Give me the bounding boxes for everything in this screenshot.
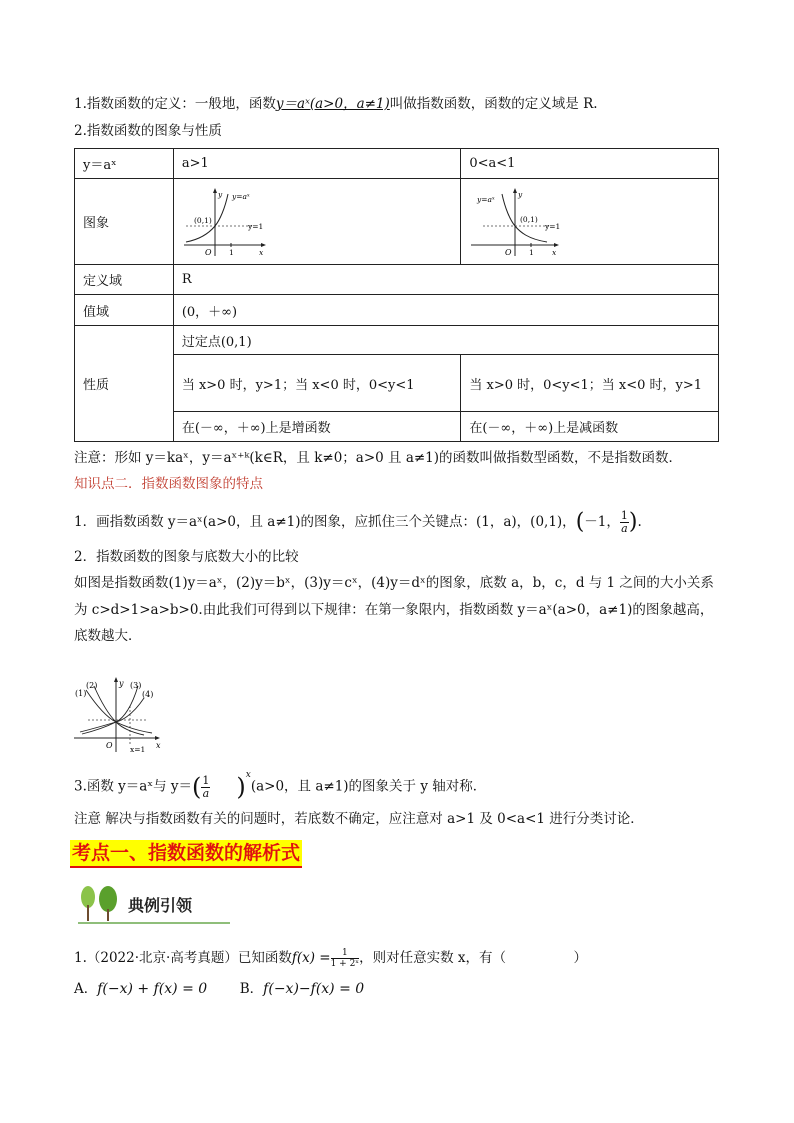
definition-line	[74, 95, 598, 113]
prop-a-gt-1-monotonic: 在(－∞，＋∞)上是增函数	[173, 412, 461, 442]
x-axis-label: x	[156, 741, 161, 750]
four-exponential-curves-graph	[72, 676, 168, 754]
x-axis-label: x	[258, 247, 264, 257]
prop-a-lt-1-monotonic: 在(－∞，＋∞)上是减函数	[461, 412, 719, 442]
option-b-text: f(−x)−f(x) = 0	[263, 981, 365, 997]
prop-fixed-point: 过定点(0,1)	[173, 326, 718, 355]
prop-a-lt-1-values: 当 x>0 时，0<y<1；当 x<0 时，y>1	[461, 355, 719, 412]
base-comparison-body-1: 如图是指数函数(1)y＝aˣ，(2)y＝bˣ，(3)y＝cˣ，(4)y＝dˣ的图象，底数 a，b，c，d 与 1 之间的大小关系	[74, 575, 714, 591]
x-axis-label: x	[552, 247, 557, 257]
graph-properties-heading: 2.指数函数的图象与性质	[74, 123, 222, 139]
fraction-denominator: a	[202, 786, 210, 800]
curve-label: y=aˣ	[231, 191, 250, 201]
symmetry-line	[74, 770, 487, 801]
y-axis-label: y	[119, 679, 124, 688]
right-paren: )	[236, 773, 246, 801]
symmetry-text-b: (a>0，且 a≠1)的图象关于 y 轴对称．	[250, 778, 487, 795]
fraction-numerator: 1	[331, 948, 360, 959]
table-head-a-lt-1: 0<a<1	[461, 149, 719, 179]
origin-label: O	[505, 247, 512, 257]
row-label-graph: 图象	[75, 179, 174, 265]
note-exponential-type: 注意：形如 y＝kaˣ，y＝aˣ⁺ᵏ(k∈R，且 k≠0；a>0 且 a≠1)的函数叫做指数型函数，不是指数函数．	[74, 450, 683, 466]
definition-formula: y＝aˣ(a>0，a≠1)	[275, 96, 390, 112]
origin-label: O	[204, 247, 212, 257]
option-a-text: f(−x) + f(x) = 0	[97, 981, 208, 997]
y-axis-label: y	[518, 189, 523, 199]
key-points-text: 1．画指数函数 y＝aˣ(a>0，且 a≠1)的图象，应抓住三个关键点：(1，a)，(0,1)，	[74, 514, 576, 530]
fraction-denominator: 1 + 2ˣ	[330, 959, 360, 969]
right-paren: )	[628, 509, 638, 535]
curve-4-label: (4)	[142, 690, 154, 699]
properties-table	[74, 148, 719, 442]
exponent-x: x	[245, 770, 251, 780]
knowledge-point-2-title: 知识点二．指数函数图象的特点	[74, 476, 263, 492]
row-label-range: 值域	[75, 295, 174, 326]
row-label-domain: 定义域	[75, 265, 174, 295]
range-value: (0，＋∞)	[173, 295, 718, 326]
curve-1-label: (1)	[75, 689, 87, 698]
graph-cell-decreasing	[461, 179, 719, 265]
point-label: (0,1)	[193, 215, 212, 225]
definition-text-b: 叫做指数函数，函数的定义域是 R.	[389, 96, 598, 112]
fraction-denominator: a	[621, 522, 628, 535]
example-label: 典例引领	[128, 896, 193, 915]
item-number: 1.	[74, 96, 87, 112]
curve-label: y=aˣ	[477, 194, 496, 204]
tick-one-label: 1	[228, 247, 234, 257]
definition-text-a: 指数函数的定义：一般地，函数	[86, 96, 276, 112]
y-axis-label: y	[217, 189, 223, 199]
example-banner	[74, 883, 234, 925]
point-label: (0,1)	[520, 214, 539, 224]
origin-label: O	[106, 741, 113, 750]
graph-cell-increasing	[173, 179, 461, 265]
curve-3-label: (3)	[130, 681, 142, 690]
asymptote-label: y=1	[545, 221, 561, 231]
prop-a-gt-1-values: 当 x>0 时，y>1；当 x<0 时，0<y<1	[173, 355, 461, 412]
asymptote-label: y=1	[247, 221, 264, 231]
increasing-exponential-graph	[182, 186, 268, 258]
fraction-one-over-a	[620, 510, 629, 535]
option-b-label: B．	[239, 981, 264, 997]
symmetry-text-a: 3.函数 y＝aˣ与 y＝	[74, 778, 192, 795]
question-1-source: 1.（2022·北京·高考真题）已知函数	[74, 950, 292, 966]
left-paren: (	[575, 509, 585, 535]
question-1-options	[74, 980, 364, 998]
fraction-function	[331, 948, 360, 969]
note-classification: 注意 解决与指数函数有关的问题时，若底数不确定，应注意对 a>1 及 0<a<1 进行分类讨论．	[74, 811, 644, 827]
domain-value: R	[173, 265, 718, 295]
key-points-line: 1．画指数函数 y＝aˣ(a>0，且 a≠1)的图象，应抓住三个关键点：(1，a)，(0,1)，(－1， $\frac{1}{a}$ ).	[74, 509, 642, 535]
tick-one-label: 1	[529, 247, 535, 257]
function-symbol: f(x) =	[291, 950, 331, 966]
curve-2-label: (2)	[86, 681, 98, 690]
fraction-numerator: 1	[620, 509, 628, 522]
four-curves-figure	[72, 676, 168, 758]
keypoint-1-header: 考点一、指数函数的解析式	[70, 840, 302, 868]
base-comparison-title: 2．指数函数的图象与底数大小的比较	[74, 549, 299, 565]
table-head-function: y＝aˣ	[75, 149, 174, 179]
fraction-numerator: 1	[202, 773, 210, 787]
left-paren: (	[192, 773, 202, 801]
option-a-label: A．	[74, 981, 98, 997]
question-1-tail: ，则对任意实数 x，有（ ）	[359, 950, 588, 966]
row-label-properties: 性质	[75, 326, 174, 442]
base-comparison-body-2: 为 c>d>1>a>b>0.由此我们可得到以下规律：在第一象限内，指数函数 y＝aˣ(a>0，a≠1)的图象越高，	[74, 602, 714, 618]
key-point-neg-one: －1，	[584, 514, 620, 530]
fraction-one-over-a	[201, 775, 210, 800]
table-head-a-gt-1: a>1	[173, 149, 461, 179]
question-1-stem	[74, 948, 587, 969]
base-comparison-body-3: 底数越大．	[74, 628, 142, 644]
x-equals-1-label: x=1	[130, 745, 146, 754]
decreasing-exponential-graph	[469, 186, 561, 258]
